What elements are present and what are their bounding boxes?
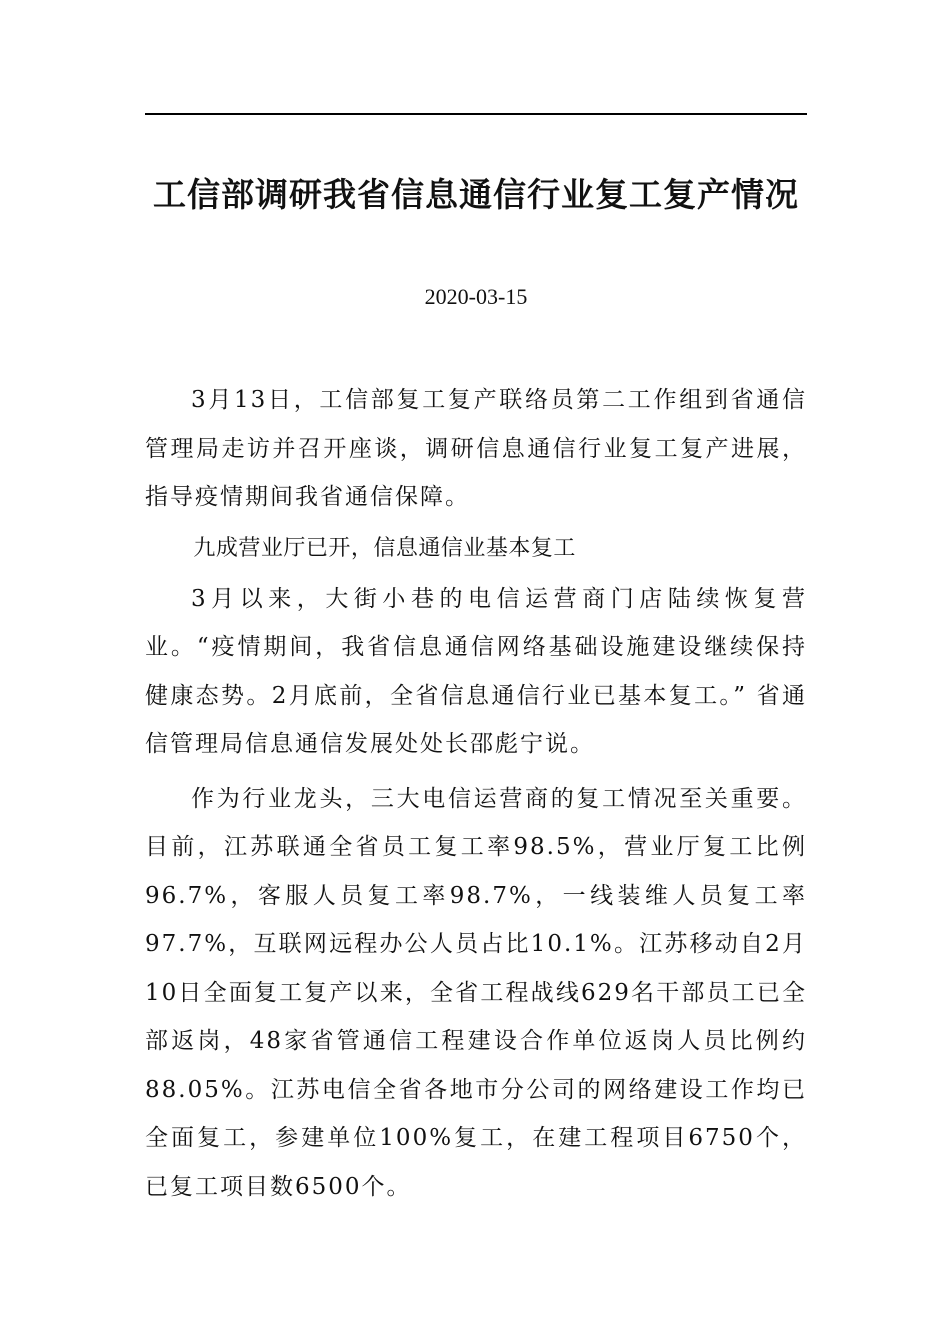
- paragraph-operators: 作为行业龙头，三大电信运营商的复工情况至关重要。目前，江苏联通全省员工复工率98.5%，营业厅复工比例96.7%，客服人员复工率98.7%，一线装维人员复工率97.7%，互联网远程办公人员占比10.1%。江苏移动自2月10日全面复工复产以来，全省工程战线629名干部员工已全部返岗，48家省管通信工程建设合作单位返岗人员比例约88.05%。江苏电信全省各地市分公司的网络建设工作均已全面复工，参建单位100%复工，在建工程项目6750个，已复工项目数6500个。: [145, 785, 807, 1200]
- publish-date: 2020-03-15: [424, 284, 528, 309]
- document-title: 工信部调研我省信息通信行业复工复产情况: [153, 175, 799, 214]
- document-body: [145, 376, 807, 1211]
- section-heading: 九成营业厅已开，信息通信业基本复工: [193, 535, 576, 561]
- paragraph-stores: 3月以来，大街小巷的电信运营商门店陆续恢复营业。“疫情期间，我省信息通信网络基础设施建设继续保持健康态势。2月底前，全省信息通信行业已基本复工。” 省通信管理局信息通信发展处处长邵彪宁说。: [145, 585, 807, 757]
- header-rule: [145, 113, 807, 115]
- paragraph-intro: 3月13日，工信部复工复产联络员第二工作组到省通信管理局走访并召开座谈，调研信息通信行业复工复产进展，指导疫情期间我省通信保障。: [145, 387, 807, 510]
